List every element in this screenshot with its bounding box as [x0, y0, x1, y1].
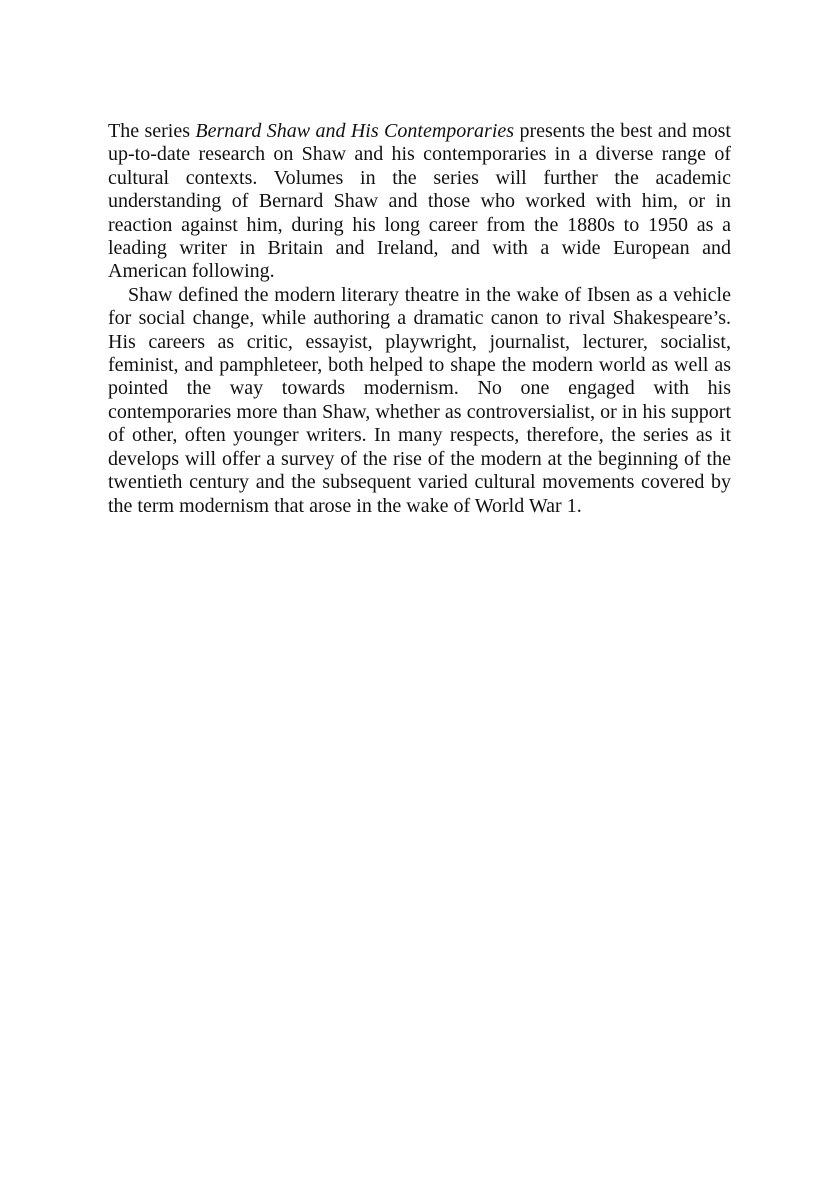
paragraph-shaw-modernism: Shaw defined the modern literary theatre in the wake of Ibsen as a vehicle for social change, while authoring a dramatic canon to rival Shakespeare’s. His careers as critic, essayist, playwright, journalist, lecturer, socialist, feminist, and pamphleteer, both helped to shape the modern world as well as pointed the way towards modernism. No one engaged with his contemporaries more than Shaw, whether as controversialist, or in his support of other, often younger writers. In many respects, therefore, the series as it develops will offer a survey of the rise of the modern at the beginning of the twentieth century and the subsequent varied cultural movements covered by the term modernism that arose in the wake of World War 1. [108, 283, 731, 517]
paragraph-intro-rest: presents the best and most up-to-date research on Shaw and his contemporaries in a diverse range of cultural contexts. Volumes in the series will further the academic understanding of Bernard Shaw and those who worked with him, or in reaction against him, during his long career from the 1880s to 1950 as a leading writer in Britain and Ireland, and with a wide European and American following. [108, 120, 731, 283]
series-title: Bernard Shaw and His Contemporaries [195, 120, 515, 142]
paragraph-series-intro [108, 120, 731, 284]
paragraph-intro-lead: The series [108, 120, 196, 142]
series-description [108, 120, 731, 518]
